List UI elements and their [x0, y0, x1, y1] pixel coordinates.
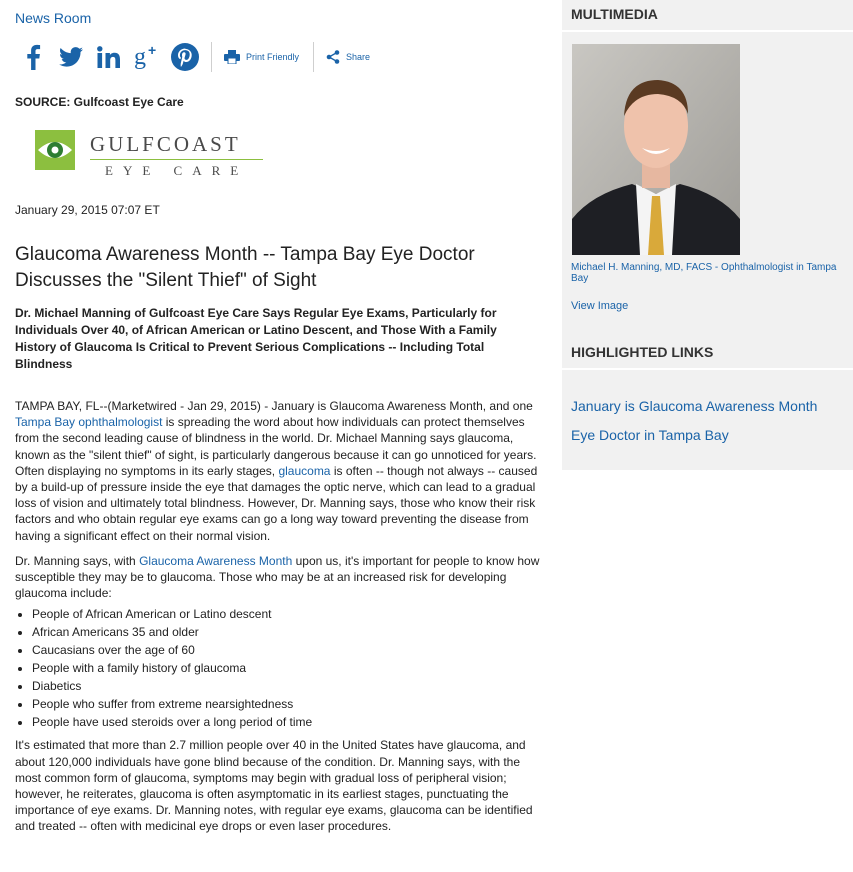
facebook-icon[interactable]: [15, 40, 51, 74]
google-plus-icon[interactable]: [129, 40, 165, 74]
pinterest-icon[interactable]: [167, 40, 203, 74]
view-image-link[interactable]: View Image: [571, 300, 629, 312]
list-item: • Diabetics: [32, 677, 540, 695]
subtitle: Dr. Michael Manning of Gulfcoast Eye Care Says Regular Eye Exams, Particularly for Individuals Over 40, of African American or Latino Descent, and Those With a Family History of Glaucoma Is Critical to Prevent Serious Complications -- Including Total Blindness: [15, 306, 497, 371]
paragraph: [15, 398, 540, 544]
highlighted-links-heading: HIGHLIGHTED LINKS: [571, 344, 714, 360]
article-body: [15, 398, 540, 844]
glaucoma-awareness-month-link[interactable]: Glaucoma Awareness Month: [139, 553, 293, 568]
list-item: • Caucasians over the age of 60: [32, 641, 540, 659]
highlighted-link-glaucoma-month[interactable]: January is Glaucoma Awareness Month: [571, 398, 818, 414]
divider: [562, 30, 853, 32]
paragraph: [15, 553, 540, 602]
sidebar: [562, 0, 853, 470]
svg-text:+: +: [148, 43, 157, 58]
portrait-image: [572, 44, 740, 255]
share-label: Share: [346, 52, 371, 62]
share-bar: [15, 40, 370, 74]
gulfcoast-eye-care-logo: [35, 130, 295, 184]
list-item: • People of African American or Latino descent: [32, 605, 540, 623]
paragraph: It's estimated that more than 2.7 million people over 40 in the United States have glaucoma, and about 120,000 individuals have gone blind because of the condition. Dr. Manning says, with the most common form of glaucoma, symptoms may begin with gradual loss of peripheral vision; however, he reiterates, glaucoma is often asymptomatic in its earliest stages, punctuating the importance of eye exams. Dr. Manning notes, with regular eye exams, glaucoma can be identified and treated -- often with medicinal eye drops or even laser procedures.: [15, 738, 533, 834]
list-item: • People who suffer from extreme nearsightedness: [32, 695, 540, 713]
text: is spreading the word about how individuals can protect themselves from the second leading cause of blindness in the world. Dr. Michael Manning says glaucoma, known as the "silent thief" of sight, is particularly dangerous because it can go unnoticed for years. Often displaying no symptoms in its early stages,: [15, 415, 537, 478]
list-item: • People have used steroids over a long period of time: [32, 713, 540, 731]
logo-subname: EYE CARE: [105, 163, 249, 178]
text: upon us, it's important for people to know how susceptible they may be to glaucoma. Those who may be at an increased risk for developing glaucoma include:: [15, 553, 540, 601]
twitter-icon[interactable]: [53, 40, 89, 74]
publish-date: January 29, 2015 07:07 ET: [15, 203, 160, 217]
glaucoma-link[interactable]: glaucoma: [278, 463, 331, 478]
text: is often -- though not always -- caused by a build-up of pressure inside the eye that damages the optic nerve, which can lead to a gradual loss of vision and ultimately total blindness. However, Dr. Manning says, those who know their risk factors and who obtain regular eye exams can go a long way toward preventing the disease from having a significant effect on their normal vision.: [15, 463, 538, 543]
text: TAMPA BAY, FL--(Marketwired - Jan 29, 2015) - January is Glaucoma Awareness Month, and one: [15, 399, 533, 413]
logo-rule: [90, 159, 263, 160]
source-line: SOURCE: Gulfcoast Eye Care: [15, 95, 184, 109]
highlighted-link-eye-doctor[interactable]: Eye Doctor in Tampa Bay: [571, 427, 729, 443]
page-title: Glaucoma Awareness Month -- Tampa Bay Eye Doctor Discusses the "Silent Thief" of Sight: [15, 244, 475, 291]
list-item: • People with a family history of glaucoma: [32, 659, 540, 677]
photo-caption-link[interactable]: Michael H. Manning, MD, FACS - Ophthalmologist in Tampa Bay: [571, 262, 837, 284]
logo-name: GULFCOAST: [90, 132, 241, 156]
doctor-photo[interactable]: [572, 44, 740, 255]
list-item: • African Americans 35 and older: [32, 623, 540, 641]
multimedia-heading: MULTIMEDIA: [571, 6, 658, 22]
share-icon: [326, 50, 340, 64]
svg-text:g: g: [134, 44, 146, 70]
printer-icon: [224, 50, 240, 64]
print-friendly-button[interactable]: [224, 50, 299, 64]
linkedin-icon[interactable]: [91, 40, 127, 74]
divider: [562, 368, 853, 370]
eye-logo-icon: [35, 130, 75, 170]
tampa-bay-ophthalmologist-link[interactable]: Tampa Bay ophthalmologist: [15, 415, 163, 430]
news-room-link[interactable]: News Room: [15, 10, 92, 26]
text: Dr. Manning says, with: [15, 553, 140, 568]
share-button[interactable]: [326, 50, 370, 64]
divider: [313, 42, 314, 72]
divider: [211, 42, 212, 72]
risk-factor-list: [15, 605, 540, 731]
print-friendly-label: Print Friendly: [246, 52, 300, 62]
